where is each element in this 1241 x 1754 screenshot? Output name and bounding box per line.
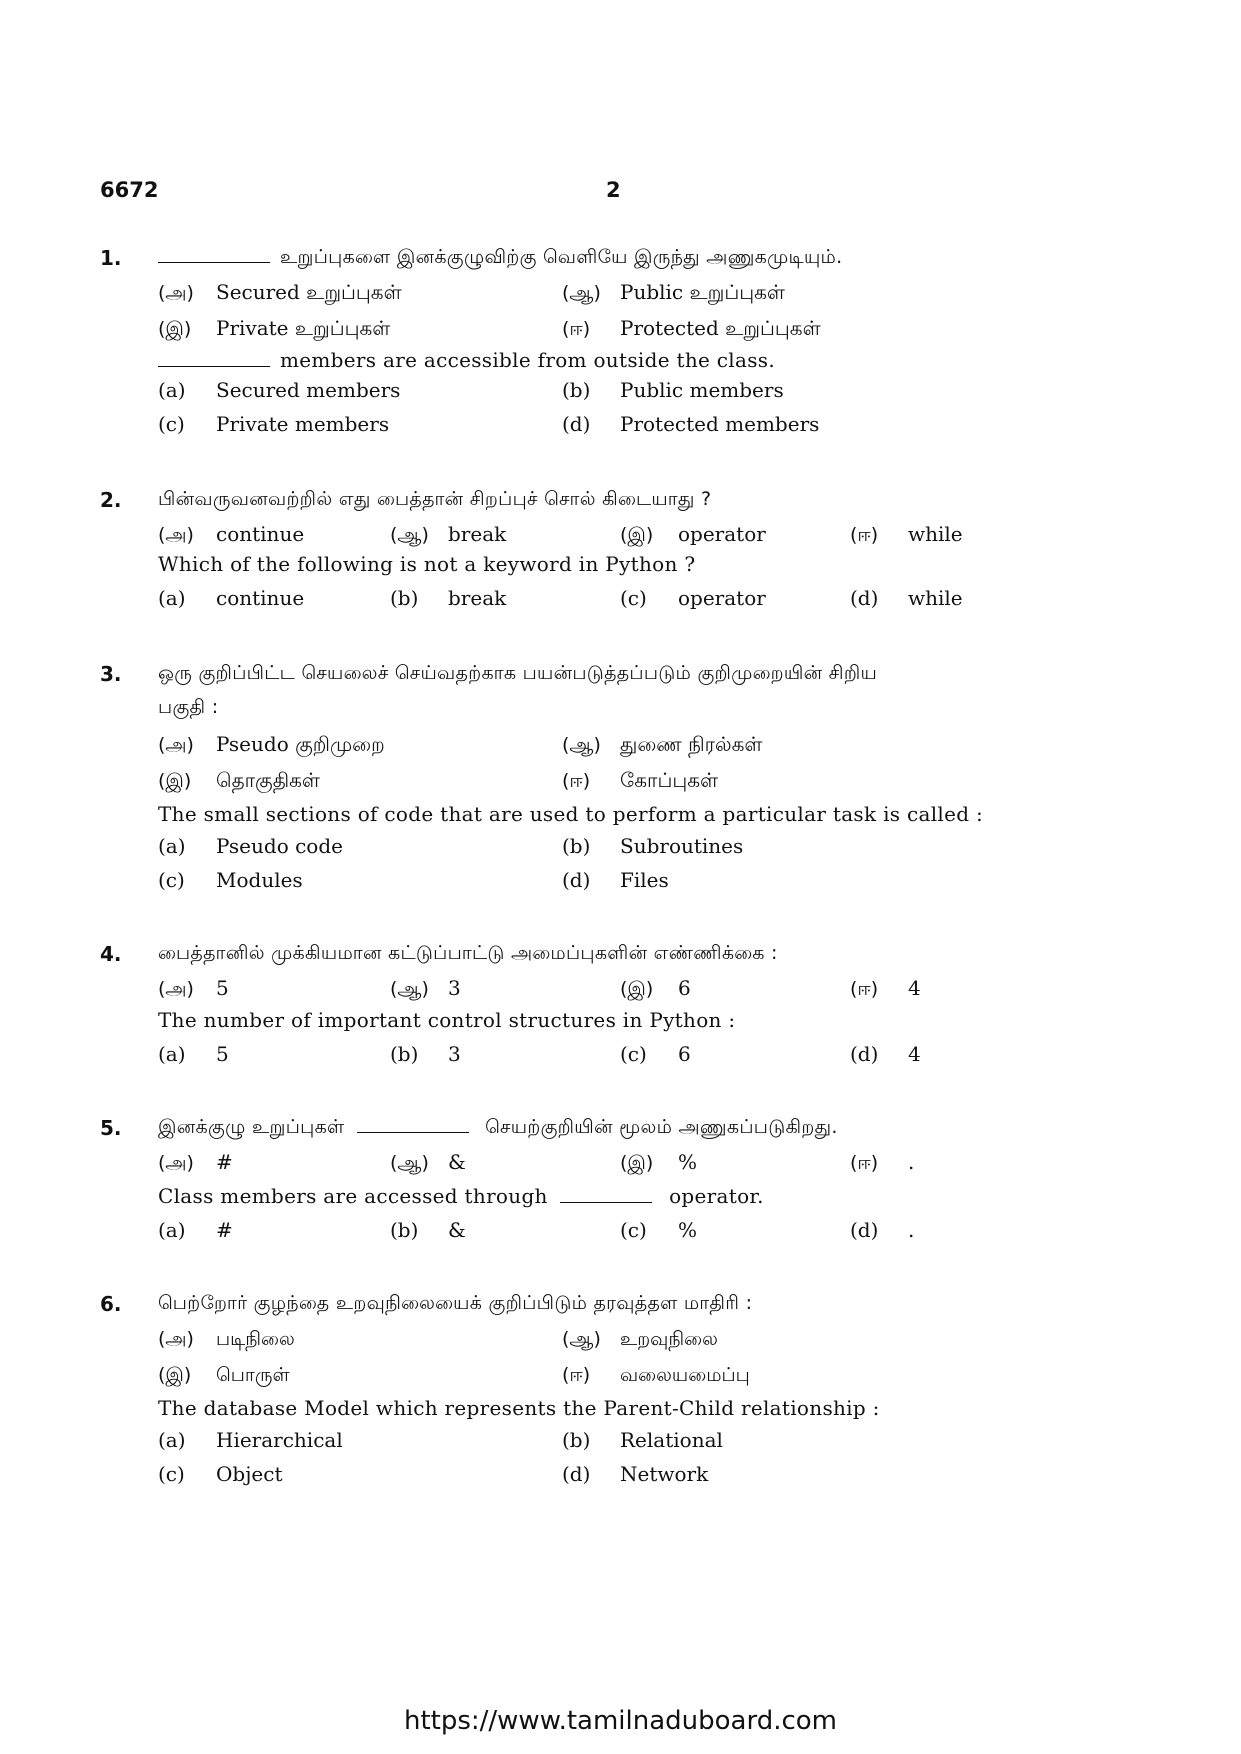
english-option: (b) 3 (390, 1042, 461, 1066)
paper-code: 6672 (100, 178, 159, 202)
tamil-option: (ஆ) உறவுநிலை (562, 1328, 718, 1350)
english-option: (c) % (620, 1218, 698, 1242)
tamil-option: (அ) Pseudo குறிமுறை (158, 732, 385, 756)
tamil-option: (இ) பொருள் (158, 1364, 290, 1386)
footer-url: https://www.tamilnaduboard.com (403, 1706, 838, 1736)
english-stem: Class members are accessed through operator. (158, 1184, 764, 1208)
english-stem: The small sections of code that are used to perform a particular task is called : (158, 802, 984, 826)
tamil-option: (அ) continue (158, 522, 305, 546)
english-option: (d) . (850, 1218, 915, 1242)
question-number: 3. (100, 662, 122, 686)
english-stem: members are accessible from outside the class. (158, 348, 775, 372)
tamil-option: (இ) operator (620, 522, 766, 546)
english-option: (c) Modules (158, 868, 303, 892)
tamil-stem: பின்வருவனவற்றில் எது பைத்தான் சிறப்புச் சொல் கிடையாது ? (158, 488, 712, 510)
tamil-option: (ஈ) கோப்புகள் (562, 768, 719, 792)
english-option: (d) 4 (850, 1042, 921, 1066)
english-option: (b) Public members (562, 378, 784, 402)
answer-blank (158, 261, 270, 263)
question-number: 5. (100, 1116, 122, 1140)
tamil-option: (ஆ) & (390, 1150, 466, 1174)
question-number: 4. (100, 942, 122, 966)
tamil-option: (ஈ) while (850, 522, 963, 546)
tamil-option: (ஈ) . (850, 1150, 915, 1174)
answer-blank (158, 365, 270, 367)
tamil-option: (ஆ) break (390, 522, 507, 546)
english-option: (a) 5 (158, 1042, 229, 1066)
tamil-option: (ஆ) துணை நிரல்கள் (562, 732, 763, 756)
tamil-option: (ஆ) Public உறுப்புகள் (562, 280, 785, 304)
tamil-stem: உறுப்புகளை இனக்குழுவிற்கு வெளியே இருந்து அணுகமுடியும். (158, 246, 842, 271)
tamil-option: (இ) 6 (620, 976, 691, 1000)
english-stem: Which of the following is not a keyword in Python ? (158, 552, 696, 576)
tamil-stem-continued: பகுதி : (158, 696, 219, 718)
question-number: 1. (100, 246, 122, 270)
question-number: 6. (100, 1292, 122, 1316)
english-option: (a) # (158, 1218, 233, 1242)
answer-blank (357, 1131, 469, 1133)
tamil-option: (இ) Private உறுப்புகள் (158, 316, 391, 340)
english-stem: The number of important control structures in Python : (158, 1008, 736, 1032)
tamil-stem: இனக்குழு உறுப்புகள் செயற்குறியின் மூலம் அணுகப்படுகிறது. (158, 1116, 838, 1138)
english-option: (b) & (390, 1218, 466, 1242)
page-number: 2 (606, 178, 621, 202)
question-number: 2. (100, 488, 122, 512)
tamil-option: (அ) Secured உறுப்புகள் (158, 280, 402, 304)
english-option: (c) Private members (158, 412, 390, 436)
tamil-option: (அ) 5 (158, 976, 229, 1000)
tamil-stem: ஒரு குறிப்பிட்ட செயலைச் செய்வதற்காக பயன்படுத்தப்படும் குறிமுறையின் சிறிய (158, 662, 878, 684)
english-option: (a) Hierarchical (158, 1428, 343, 1452)
tamil-option: (ஈ) 4 (850, 976, 921, 1000)
english-stem: The database Model which represents the Parent-Child relationship : (158, 1396, 880, 1420)
english-option: (c) operator (620, 586, 766, 610)
english-option: (b) break (390, 586, 507, 610)
tamil-option: (இ) % (620, 1150, 698, 1174)
answer-blank (560, 1201, 652, 1203)
tamil-option: (அ) படிநிலை (158, 1328, 295, 1350)
english-option: (a) Secured members (158, 378, 401, 402)
english-option: (b) Relational (562, 1428, 723, 1452)
tamil-option: (ஈ) Protected உறுப்புகள் (562, 316, 821, 340)
english-option: (b) Subroutines (562, 834, 744, 858)
tamil-option: (ஈ) வலையமைப்பு (562, 1364, 750, 1386)
english-option: (c) 6 (620, 1042, 691, 1066)
english-option: (a) continue (158, 586, 305, 610)
tamil-option: (இ) தொகுதிகள் (158, 768, 320, 792)
english-option: (d) Files (562, 868, 669, 892)
english-option: (a) Pseudo code (158, 834, 343, 858)
english-option: (d) Network (562, 1462, 709, 1486)
english-option: (d) while (850, 586, 963, 610)
english-option: (d) Protected members (562, 412, 820, 436)
tamil-stem: பைத்தானில் முக்கியமான கட்டுப்பாட்டு அமைப்புகளின் எண்ணிக்கை : (158, 942, 778, 964)
tamil-option: (அ) # (158, 1150, 233, 1174)
tamil-stem: பெற்றோர் குழந்தை உறவுநிலையைக் குறிப்பிடும் தரவுத்தள மாதிரி : (158, 1292, 753, 1314)
tamil-option: (ஆ) 3 (390, 976, 461, 1000)
english-option: (c) Object (158, 1462, 283, 1486)
